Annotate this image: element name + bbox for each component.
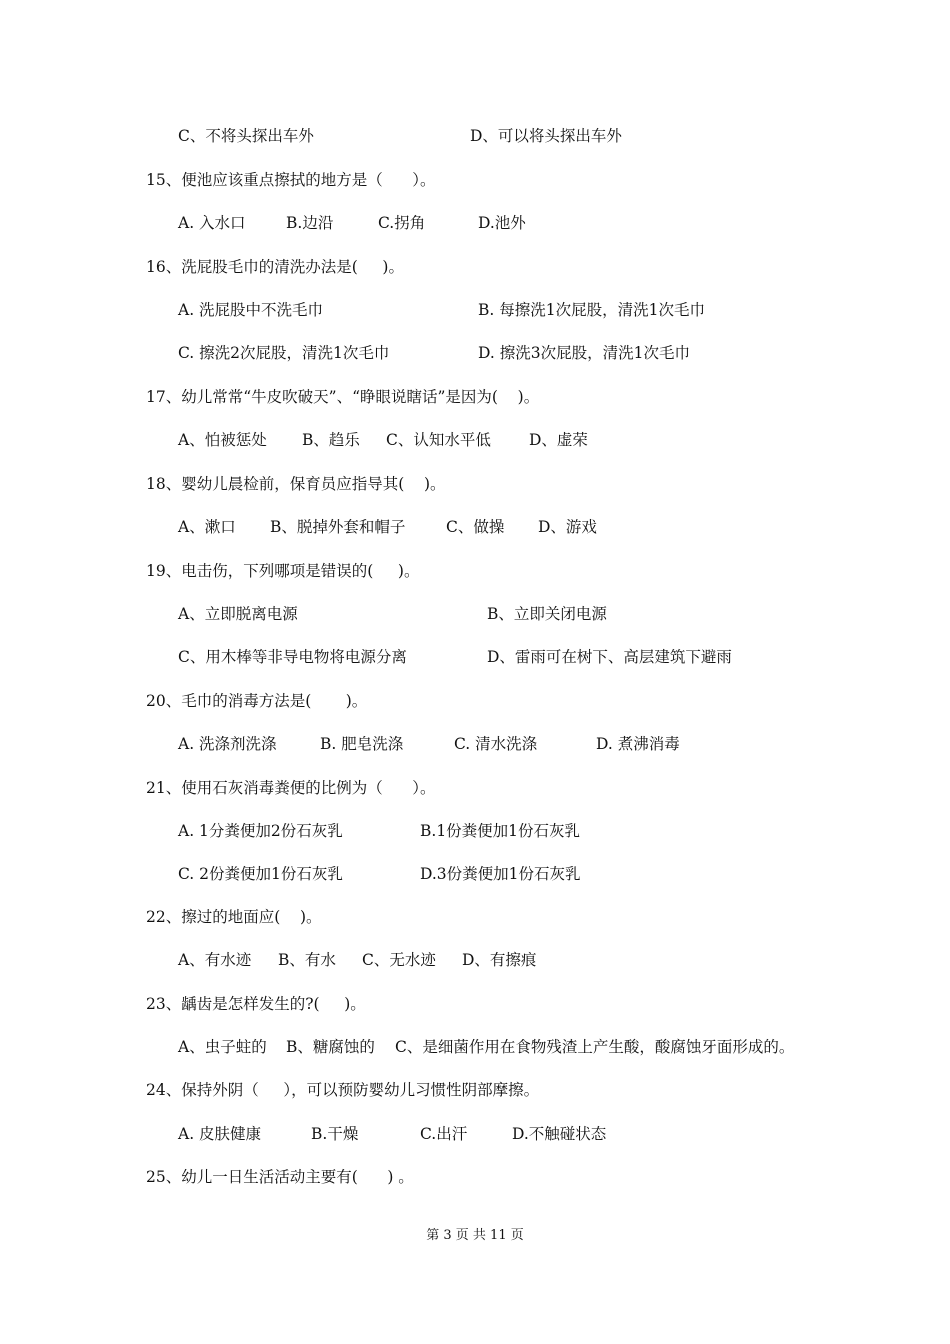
option-c: C. 清水洗涤 <box>454 735 538 753</box>
question-18: 18、婴幼儿晨检前，保育员应指导其( )。 <box>146 475 446 493</box>
question-20: 20、毛巾的消毒方法是( )。 <box>146 692 368 710</box>
option-c: C、是细菌作用在食物残渣上产生酸，酸腐蚀牙面形成的。 <box>395 1038 795 1056</box>
option-d: D. 擦洗3次屁股，清洗1次毛巾 <box>478 344 690 362</box>
option-a: A、有水迹 <box>178 951 252 969</box>
option-a: A、虫子蛀的 <box>178 1038 267 1056</box>
option-c: C、做操 <box>446 518 505 536</box>
option-b: B.1份粪便加1份石灰乳 <box>420 822 581 840</box>
option-b: B、有水 <box>278 951 336 969</box>
option-b: B、糖腐蚀的 <box>286 1038 375 1056</box>
option-c: C、无水迹 <box>362 951 436 969</box>
option-b: B、趋乐 <box>302 431 360 449</box>
option-a: A、怕被惩处 <box>178 431 267 449</box>
question-21: 21、使用石灰消毒粪便的比例为（ ）。 <box>146 779 436 797</box>
option-c: C.拐角 <box>378 214 426 232</box>
option-a: A. 洗涤剂洗涤 <box>178 735 277 753</box>
option-d: D.不触碰状态 <box>512 1125 607 1143</box>
option-c: C、认知水平低 <box>386 431 491 449</box>
option-c: C. 2份粪便加1份石灰乳 <box>178 865 343 883</box>
question-22: 22、擦过的地面应( )。 <box>146 908 322 926</box>
option-c: C、用木棒等非导电物将电源分离 <box>178 648 407 666</box>
option-c: C. 擦洗2次屁股，清洗1次毛巾 <box>178 344 390 362</box>
option-b: B、脱掉外套和帽子 <box>270 518 406 536</box>
option-line <box>178 126 314 146</box>
option-b: B、立即关闭电源 <box>487 605 607 623</box>
question-15: 15、便池应该重点擦拭的地方是（ ）。 <box>146 171 436 189</box>
option-d: D.池外 <box>478 214 526 232</box>
option-b: B. 每擦洗1次屁股，清洗1次毛巾 <box>478 301 705 319</box>
question-17: 17、幼儿常常“牛皮吹破天”、“睁眼说瞎话”是因为( )。 <box>146 388 540 406</box>
question-19: 19、电击伤，下列哪项是错误的( )。 <box>146 562 420 580</box>
option-d: D、有擦痕 <box>462 951 537 969</box>
question-16: 16、洗屁股毛巾的清洗办法是( )。 <box>146 258 404 276</box>
option-c: C、不将头探出车外 <box>178 127 314 145</box>
option-d: D、游戏 <box>538 518 597 536</box>
option-d: D.3份粪便加1份石灰乳 <box>420 865 581 883</box>
option-d: D、雷雨可在树下、高层建筑下避雨 <box>487 648 732 666</box>
option-d: D、可以将头探出车外 <box>470 127 622 145</box>
page-footer: 第 3 页 共 11 页 <box>426 1228 524 1243</box>
option-b: B. 肥皂洗涤 <box>320 735 404 753</box>
option-a: A. 皮肤健康 <box>178 1125 262 1143</box>
option-b: B.干燥 <box>311 1125 359 1143</box>
option-b: B.边沿 <box>286 214 334 232</box>
option-a: A. 洗屁股中不洗毛巾 <box>178 301 324 319</box>
option-a: A、漱口 <box>178 518 236 536</box>
option-a: A. 入水口 <box>178 214 246 232</box>
option-d: D、虚荣 <box>529 431 588 449</box>
option-d: D. 煮沸消毒 <box>596 735 680 753</box>
option-a: A、立即脱离电源 <box>178 605 298 623</box>
question-25: 25、幼儿一日生活活动主要有( ) 。 <box>146 1168 414 1186</box>
question-24: 24、保持外阴（ ），可以预防婴幼儿习惯性阴部摩擦。 <box>146 1081 540 1099</box>
option-a: A. 1分粪便加2份石灰乳 <box>178 822 343 840</box>
option-c: C.出汗 <box>420 1125 468 1143</box>
question-23: 23、龋齿是怎样发生的?( )。 <box>146 995 366 1013</box>
